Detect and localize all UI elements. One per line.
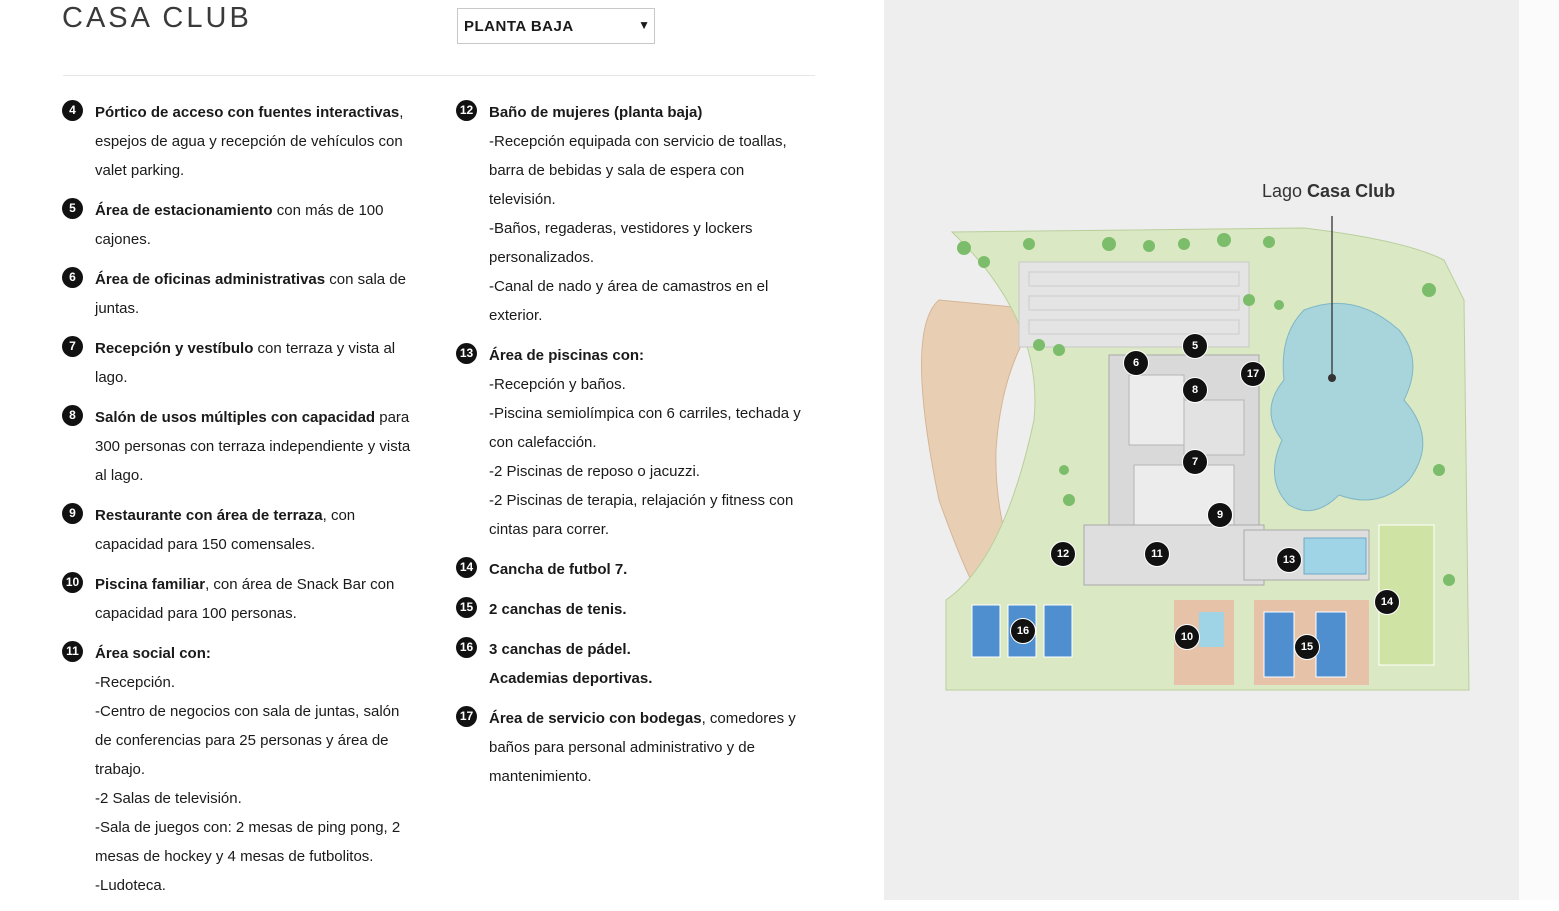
map-marker-6[interactable]: 6 [1123, 350, 1149, 376]
amenity-text: , con área de Snack Bar con [205, 576, 395, 593]
map-marker-16[interactable]: 16 [1010, 618, 1036, 644]
amenity-text: para [375, 409, 410, 426]
amenity-text: con terraza y vista al [253, 340, 396, 357]
amenity-number-badge: 11 [62, 641, 83, 662]
map-marker-5[interactable]: 5 [1182, 333, 1208, 359]
amenity-number-badge: 12 [456, 100, 477, 121]
amenity-text-line [95, 755, 432, 784]
map-marker-12[interactable]: 12 [1050, 541, 1076, 567]
amenity-bold-text: Academias deportivas. [489, 670, 653, 687]
amenity-item [62, 639, 432, 900]
amenity-text: de conferencias para 25 personas y área de [95, 732, 389, 749]
chevron-down-icon: ▼ [638, 18, 650, 32]
amenity-bold-text: Salón de usos múltiples con capacidad [95, 409, 376, 426]
amenity-bold-text: Área de piscinas con: [489, 347, 645, 364]
amenity-text-line [489, 704, 821, 733]
amenity-text-line [489, 156, 821, 185]
amenity-text-line [489, 98, 821, 127]
amenity-text-line [489, 127, 821, 156]
amenity-text: juntas. [95, 300, 140, 317]
amenity-text-line [95, 668, 432, 697]
amenity-text-line [489, 428, 821, 457]
amenity-text: -Recepción equipada con servicio de toallas, [489, 133, 787, 150]
map-marker-13[interactable]: 13 [1276, 547, 1302, 573]
amenity-text: mesas de hockey y 4 mesas de futbolitos. [95, 848, 374, 865]
amenity-number-badge: 5 [62, 198, 83, 219]
amenity-item [456, 555, 821, 584]
amenity-number-badge: 8 [62, 405, 83, 426]
amenity-text: -2 Piscinas de reposo o jacuzzi. [489, 463, 700, 480]
amenity-text: capacidad para 100 personas. [95, 605, 297, 622]
map-marker-15[interactable]: 15 [1294, 634, 1320, 660]
amenity-bold-text: Área de servicio con bodegas [489, 710, 702, 727]
amenity-text-line [95, 461, 432, 490]
amenity-text-line [95, 196, 432, 225]
amenity-text-line [95, 784, 432, 813]
amenity-text: -Recepción. [95, 674, 176, 691]
amenity-text-line [489, 595, 821, 624]
amenity-text: capacidad para 150 comensales. [95, 536, 316, 553]
amenity-item [456, 341, 821, 544]
map-marker-17[interactable]: 17 [1240, 361, 1266, 387]
amenity-text-line [489, 555, 821, 584]
amenity-text-line [95, 334, 432, 363]
amenities-list-right [456, 98, 821, 802]
amenity-text-line [95, 871, 432, 900]
amenity-text: -Centro de negocios con sala de juntas, salón [95, 703, 400, 720]
amenity-text: , con [322, 507, 356, 524]
amenity-text: cintas para correr. [489, 521, 610, 538]
amenity-text: cajones. [95, 231, 151, 248]
amenity-text-line [489, 214, 821, 243]
amenity-item [62, 196, 432, 254]
amenity-text-line [95, 294, 432, 323]
map-marker-14[interactable]: 14 [1374, 589, 1400, 615]
map-marker-8[interactable]: 8 [1182, 377, 1208, 403]
amenity-number-badge: 6 [62, 267, 83, 288]
amenity-bold-text: 3 canchas de pádel. [489, 641, 631, 658]
amenity-item [456, 635, 821, 693]
amenity-text-line [95, 530, 432, 559]
amenity-bold-text: Área de oficinas administrativas [95, 271, 326, 288]
amenity-bold-text: Área social con: [95, 645, 211, 662]
floor-level-selected-value: PLANTA BAJA [464, 18, 574, 35]
amenity-number-badge: 15 [456, 597, 477, 618]
amenity-text-line [489, 762, 821, 791]
amenity-number-badge: 10 [62, 572, 83, 593]
amenity-text: -2 Salas de televisión. [95, 790, 242, 807]
amenity-text-line [95, 639, 432, 668]
amenity-text-line [95, 697, 432, 726]
amenity-text-line [95, 225, 432, 254]
amenity-number-badge: 14 [456, 557, 477, 578]
amenity-text-line [95, 501, 432, 530]
amenity-text-line [489, 185, 821, 214]
amenity-bold-text: Recepción y vestíbulo [95, 340, 254, 357]
amenity-text: -Baños, regaderas, vestidores y lockers [489, 220, 753, 237]
amenity-item [62, 98, 432, 185]
amenity-text: , [399, 104, 404, 121]
amenity-text-line [95, 726, 432, 755]
map-marker-7[interactable]: 7 [1182, 449, 1208, 475]
amenity-text: con sala de [325, 271, 406, 288]
amenity-text-line [95, 127, 432, 156]
map-marker-11[interactable]: 11 [1144, 541, 1170, 567]
amenity-text-line [489, 733, 821, 762]
amenity-bold-text: Restaurante con área de terraza [95, 507, 323, 524]
amenity-text: trabajo. [95, 761, 146, 778]
amenity-text-line [95, 813, 432, 842]
amenity-item [62, 334, 432, 392]
amenity-item [456, 98, 821, 330]
amenity-bold-text: 2 canchas de tenis. [489, 601, 627, 618]
header-divider [63, 75, 815, 76]
amenity-text: -Sala de juegos con: 2 mesas de ping pong, 2 [95, 819, 401, 836]
amenity-text-line [95, 570, 432, 599]
amenity-number-badge: 16 [456, 637, 477, 658]
amenity-text-line [489, 243, 821, 272]
amenity-number-badge: 17 [456, 706, 477, 727]
page-title: CASA CLUB [62, 2, 252, 34]
amenity-text: al lago. [95, 467, 144, 484]
amenity-text: personalizados. [489, 249, 595, 266]
amenity-text: -2 Piscinas de terapia, relajación y fitness con [489, 492, 794, 509]
amenity-text: con más de 100 [272, 202, 384, 219]
amenity-text-line [489, 399, 821, 428]
amenity-text: -Recepción y baños. [489, 376, 626, 393]
amenity-item [62, 501, 432, 559]
amenity-text-line [95, 432, 432, 461]
amenity-text: mantenimiento. [489, 768, 592, 785]
amenity-text: 300 personas con terraza independiente y vista [95, 438, 411, 455]
amenity-number-badge: 4 [62, 100, 83, 121]
map-marker-9[interactable]: 9 [1207, 502, 1233, 528]
amenity-text-line [95, 265, 432, 294]
amenity-number-badge: 13 [456, 343, 477, 364]
amenity-text-line [489, 272, 821, 301]
amenity-text: valet parking. [95, 162, 185, 179]
amenity-number-badge: 7 [62, 336, 83, 357]
scrollbar[interactable] [1519, 0, 1559, 900]
amenity-text-line [95, 98, 432, 127]
amenity-text-line [489, 515, 821, 544]
floor-level-select[interactable] [457, 8, 655, 44]
amenity-text: espejos de agua y recepción de vehículos con [95, 133, 403, 150]
amenity-text: baños para personal administrativo y de [489, 739, 755, 756]
amenity-text: con calefacción. [489, 434, 597, 451]
amenity-item [62, 265, 432, 323]
amenity-text-line [95, 403, 432, 432]
amenity-item [62, 570, 432, 628]
amenity-item [456, 704, 821, 791]
amenity-text-line [95, 842, 432, 871]
amenity-text: -Piscina semiolímpica con 6 carriles, techada y [489, 405, 801, 422]
amenity-text-line [489, 635, 821, 664]
amenity-item [456, 595, 821, 624]
amenity-bold-text: Baño de mujeres (planta baja) [489, 104, 703, 121]
amenity-text: televisión. [489, 191, 556, 208]
amenities-list-left [62, 98, 432, 911]
amenity-text-line [95, 363, 432, 392]
lake-label: Lago Casa Club [1262, 181, 1396, 201]
amenity-text-line [489, 341, 821, 370]
amenity-text-line [489, 301, 821, 330]
amenity-text-line [489, 370, 821, 399]
amenity-bold-text: Área de estacionamiento [95, 202, 273, 219]
amenity-text-line [95, 599, 432, 628]
site-plan-panel [884, 0, 1519, 900]
amenity-text: exterior. [489, 307, 543, 324]
amenity-bold-text: Pórtico de acceso con fuentes interactivas [95, 104, 400, 121]
amenity-text-line [489, 457, 821, 486]
amenity-number-badge: 9 [62, 503, 83, 524]
amenity-text: -Ludoteca. [95, 877, 166, 894]
amenity-text: lago. [95, 369, 128, 386]
amenity-text-line [489, 664, 821, 693]
amenity-text-line [489, 486, 821, 515]
amenity-text: , comedores y [701, 710, 796, 727]
amenity-bold-text: Cancha de futbol 7. [489, 561, 628, 578]
amenity-item [62, 403, 432, 490]
amenity-bold-text: Piscina familiar [95, 576, 206, 593]
amenity-text-line [95, 156, 432, 185]
map-marker-10[interactable]: 10 [1174, 624, 1200, 650]
amenity-text: barra de bebidas y sala de espera con [489, 162, 745, 179]
amenity-text: -Canal de nado y área de camastros en el [489, 278, 769, 295]
